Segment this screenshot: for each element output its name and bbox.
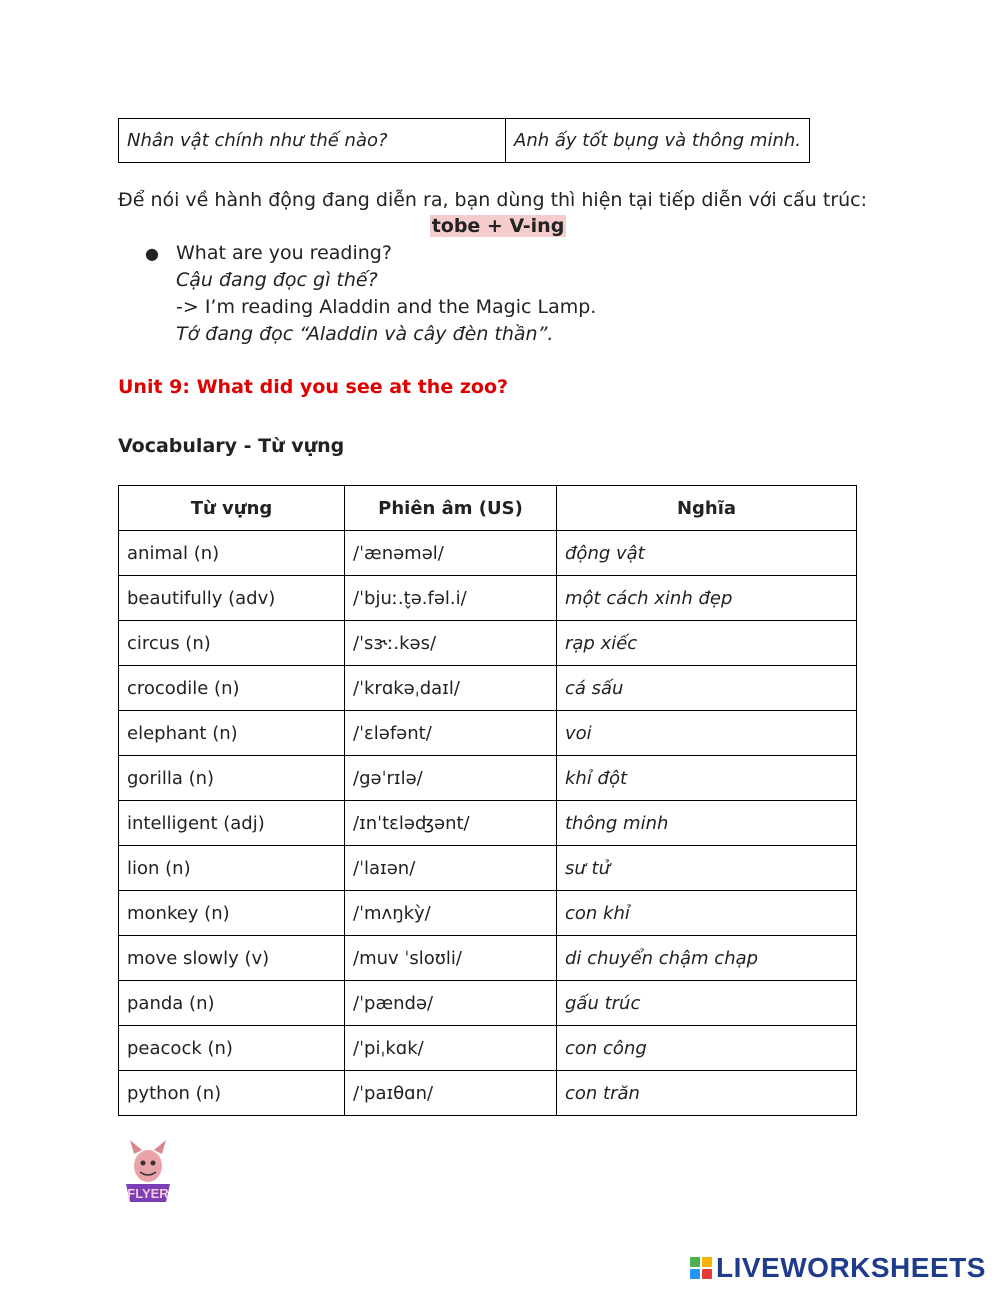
intro-paragraph: Để nói về hành động đang diễn ra, bạn dùng thì hiện tại tiếp diễn với cấu trúc: (118, 189, 868, 211)
vocab-row (119, 846, 857, 891)
vocab-meaning: con công (557, 1026, 857, 1071)
vocab-row (119, 666, 857, 711)
example-question-en: What are you reading? (176, 242, 392, 264)
unit-title: Unit 9: What did you see at the zoo? (118, 376, 509, 398)
vocab-word: crocodile (n) (119, 666, 345, 711)
vocab-phonetic: /ˈsɝː.kəs/ (345, 621, 557, 666)
example-answer-en: -> I’m reading Aladdin and the Magic Lamp. (176, 296, 597, 318)
vocab-row (119, 711, 857, 756)
flyer-logo (120, 1140, 176, 1208)
vocab-phonetic: /ˈɛləfənt/ (345, 711, 557, 756)
vocab-row (119, 936, 857, 981)
liveworksheets-brand (690, 1250, 990, 1286)
vocab-header-row (119, 486, 857, 531)
vocab-phonetic: /ˈkrɑkəˌdaɪl/ (345, 666, 557, 711)
answer-cell: Anh ấy tốt bụng và thông minh. (506, 119, 810, 163)
header-phonetic: Phiên âm (US) (345, 486, 557, 531)
vocab-phonetic: /gəˈrɪlə/ (345, 756, 557, 801)
vocab-meaning: động vật (557, 531, 857, 576)
vocab-meaning: con khỉ (557, 891, 857, 936)
vocab-row (119, 801, 857, 846)
vocab-meaning: khỉ đột (557, 756, 857, 801)
header-word: Từ vựng (119, 486, 345, 531)
example-question-vi: Cậu đang đọc gì thế? (176, 269, 378, 291)
vocab-meaning: rạp xiếc (557, 621, 857, 666)
vocab-row (119, 576, 857, 621)
vocab-phonetic: /ˈlaɪən/ (345, 846, 557, 891)
vocab-meaning: thông minh (557, 801, 857, 846)
header-meaning: Nghĩa (557, 486, 857, 531)
vocab-word: circus (n) (119, 621, 345, 666)
vocab-row (119, 531, 857, 576)
vocab-word: move slowly (v) (119, 936, 345, 981)
vocab-phonetic: /ˈænəməl/ (345, 531, 557, 576)
vocab-table (118, 485, 857, 1116)
example-block (176, 240, 596, 348)
logo-text: FLYER (127, 1186, 169, 1201)
formula-line (118, 213, 878, 240)
vocab-word: animal (n) (119, 531, 345, 576)
vocab-meaning: một cách xinh đẹp (557, 576, 857, 621)
vocab-word: peacock (n) (119, 1026, 345, 1071)
vocab-meaning: sư tử (557, 846, 857, 891)
vocab-row (119, 981, 857, 1026)
brand-icon (690, 1257, 712, 1279)
vocab-phonetic: /ɪnˈtɛləʤənt/ (345, 801, 557, 846)
vocab-word: panda (n) (119, 981, 345, 1026)
vocab-meaning: cá sấu (557, 666, 857, 711)
vocab-meaning: gấu trúc (557, 981, 857, 1026)
vocab-word: beautifully (adv) (119, 576, 345, 621)
brand-text: LIVEWORKSHEETS (716, 1252, 986, 1283)
vocab-row (119, 891, 857, 936)
vocab-meaning: con trăn (557, 1071, 857, 1116)
vocab-phonetic: /ˈpændə/ (345, 981, 557, 1026)
vocab-word: intelligent (adj) (119, 801, 345, 846)
top-table (118, 118, 810, 163)
vocab-row (119, 756, 857, 801)
vocab-phonetic: /ˈbjuː.t̬ə.fəl.i/ (345, 576, 557, 621)
vocab-meaning: di chuyển chậm chạp (557, 936, 857, 981)
vocab-word: monkey (n) (119, 891, 345, 936)
vocab-meaning: voi (557, 711, 857, 756)
bullet-icon: ● (145, 244, 159, 263)
question-cell: Nhân vật chính như thế nào? (119, 119, 506, 163)
vocab-phonetic: /ˈpiˌkɑk/ (345, 1026, 557, 1071)
formula-highlight: tobe + V-ing (431, 215, 565, 237)
vocab-phonetic: /muv ˈsloʊli/ (345, 936, 557, 981)
vocab-row (119, 621, 857, 666)
vocab-word: gorilla (n) (119, 756, 345, 801)
vocab-word: python (n) (119, 1071, 345, 1116)
vocab-phonetic: /ˈpaɪθɑn/ (345, 1071, 557, 1116)
example-answer-vi: Tớ đang đọc “Aladdin và cây đèn thần”. (176, 323, 554, 345)
vocab-word: lion (n) (119, 846, 345, 891)
vocab-row (119, 1071, 857, 1116)
vocab-word: elephant (n) (119, 711, 345, 756)
vocab-phonetic: /ˈmʌŋkỳ/ (345, 891, 557, 936)
vocab-title: Vocabulary - Từ vựng (118, 435, 345, 457)
vocab-row (119, 1026, 857, 1071)
